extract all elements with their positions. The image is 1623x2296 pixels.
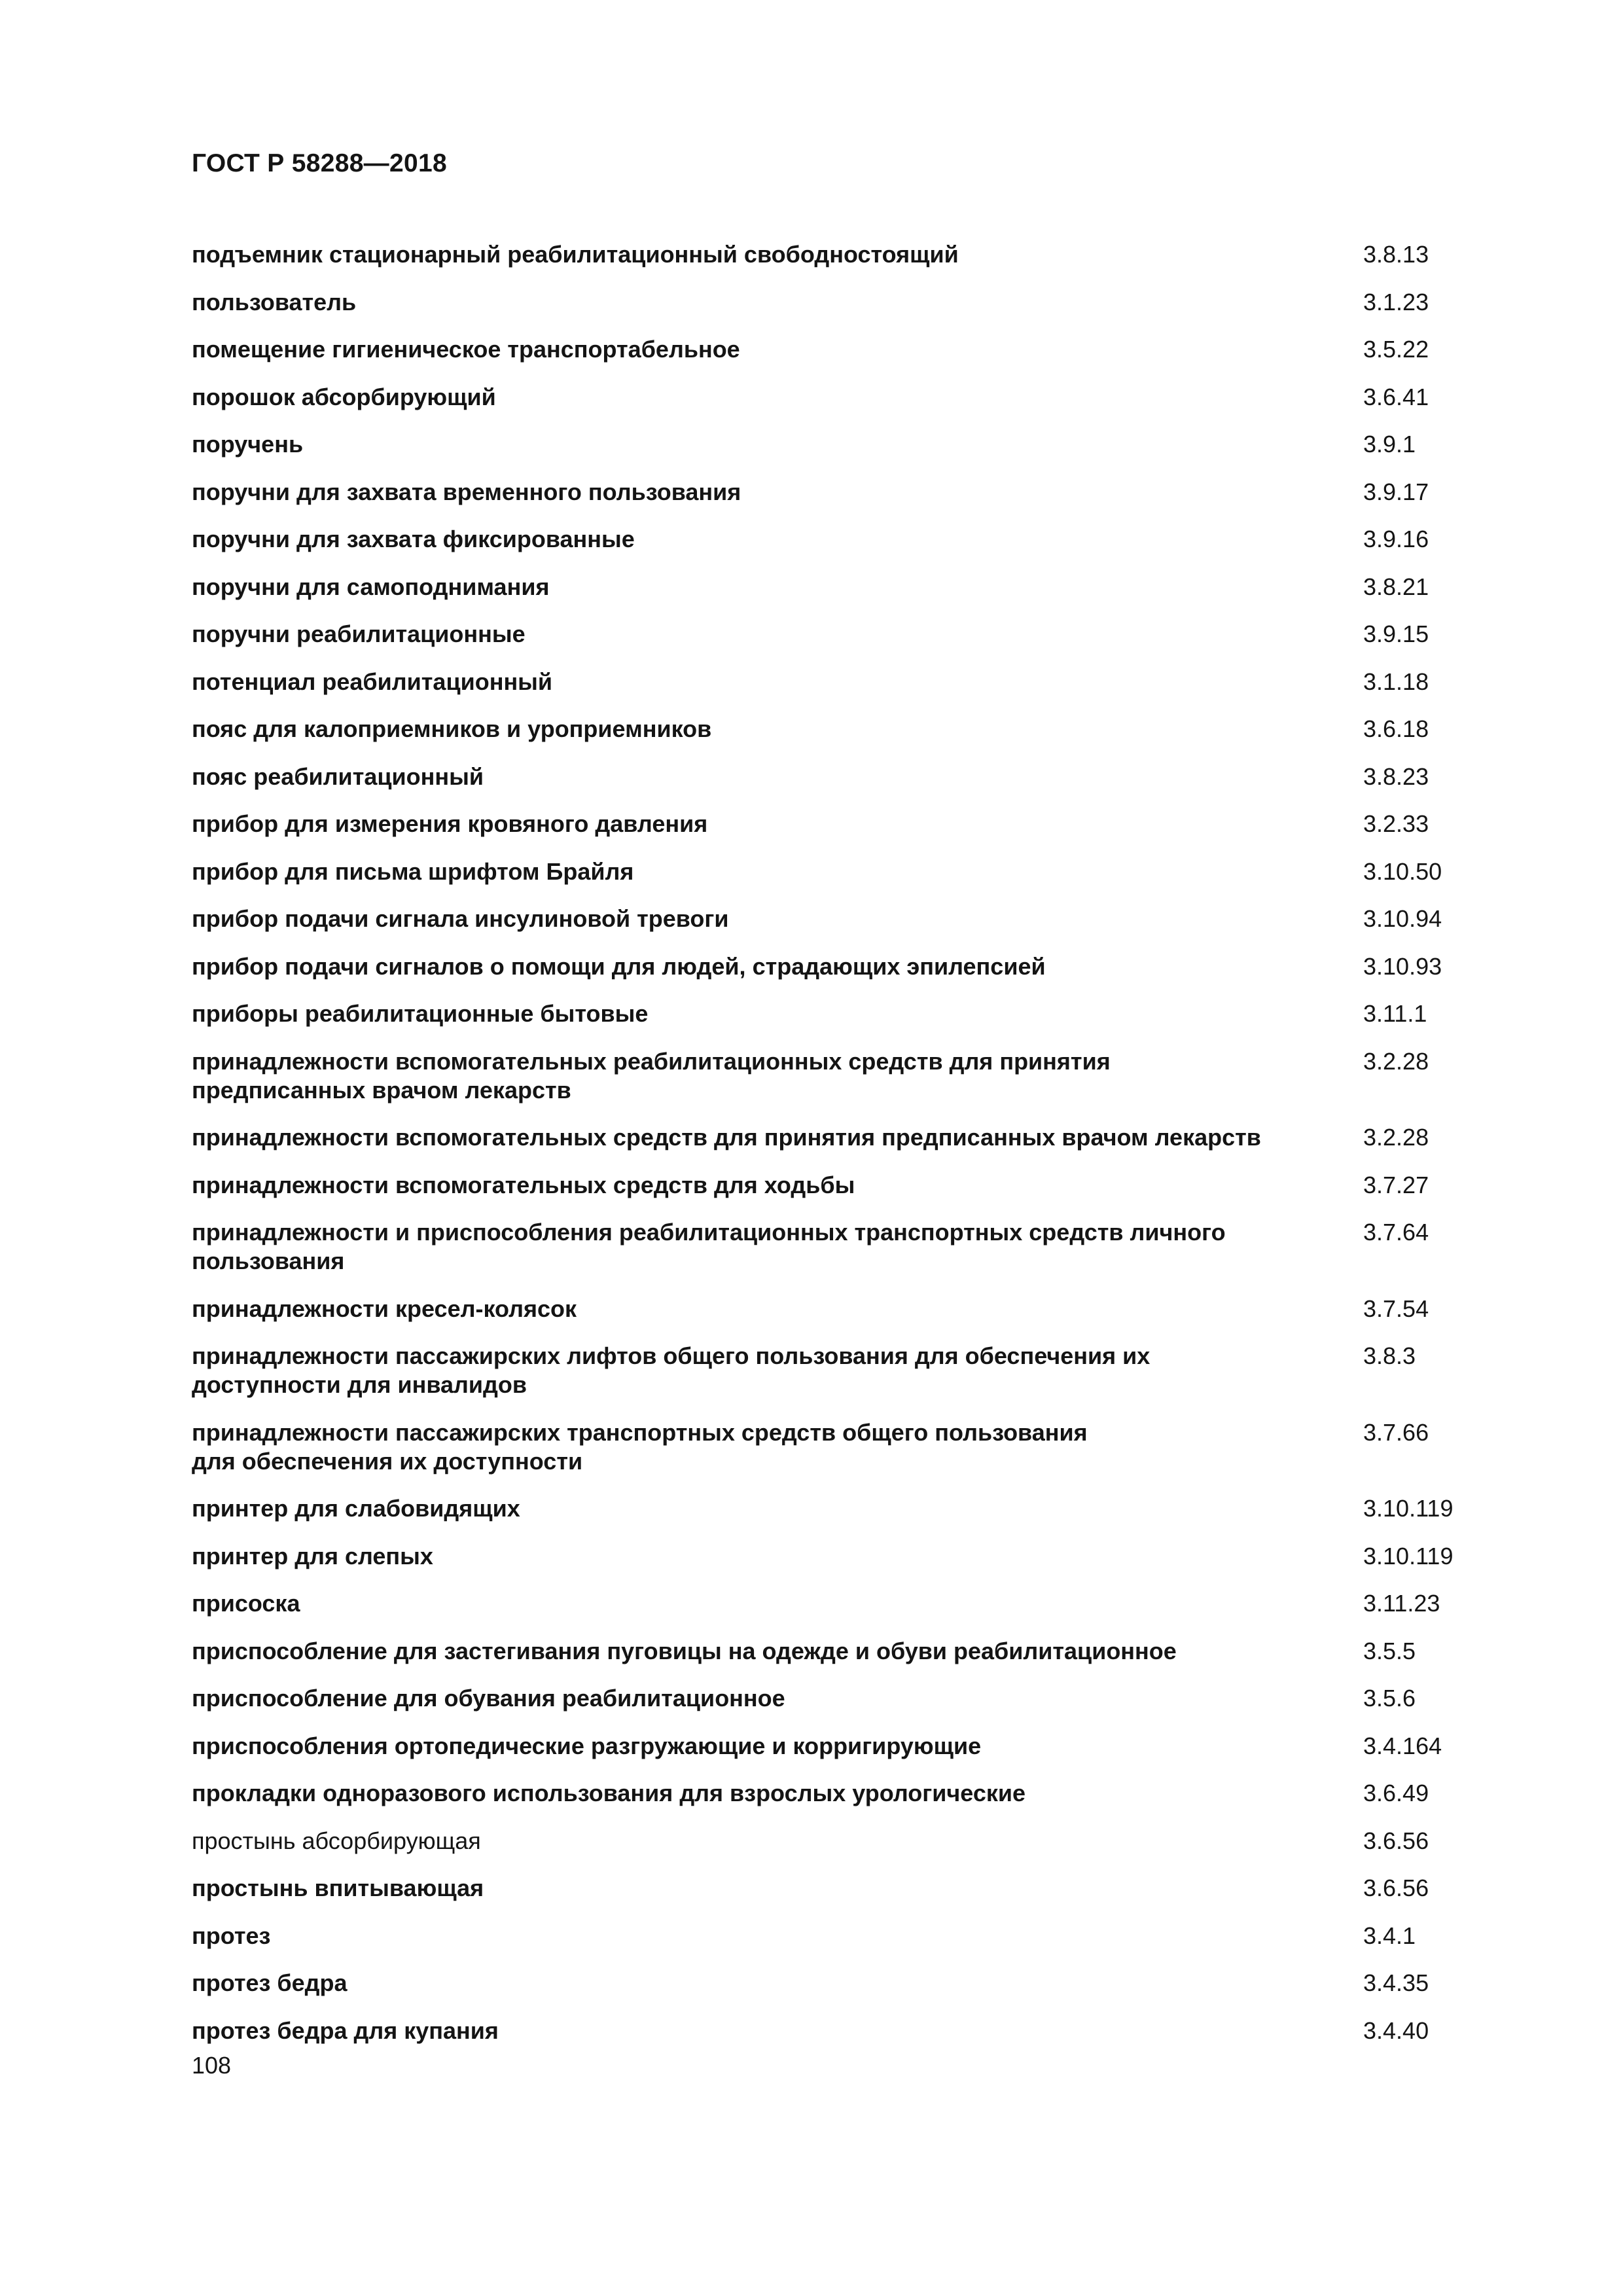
- term-row: [192, 478, 1488, 507]
- term-text: поручни для самоподнимания: [192, 573, 550, 600]
- term-text: потенциал реабилитационный: [192, 668, 553, 695]
- term-row: [192, 525, 1488, 554]
- term-row: [192, 240, 1488, 269]
- term-row: [192, 715, 1488, 744]
- term-reference: 3.2.33: [1363, 810, 1429, 837]
- term-reference: 3.5.6: [1363, 1685, 1416, 1712]
- term-index-list: [192, 240, 1488, 2064]
- term-reference: 3.7.54: [1363, 1295, 1429, 1322]
- term-row: [192, 1171, 1488, 1200]
- term-row: [192, 1827, 1488, 1856]
- term-reference: 3.1.18: [1363, 668, 1429, 695]
- term-reference: 3.6.49: [1363, 1780, 1429, 1806]
- term-row: [192, 1418, 1488, 1476]
- term-reference: 3.4.164: [1363, 1732, 1442, 1759]
- term-row: [192, 1874, 1488, 1903]
- term-row: [192, 999, 1488, 1028]
- term-row: [192, 952, 1488, 981]
- term-reference: 3.9.16: [1363, 526, 1429, 552]
- term-row: [192, 573, 1488, 601]
- term-row: [192, 1969, 1488, 1998]
- term-row: [192, 1637, 1488, 1666]
- term-row: [192, 905, 1488, 933]
- term-text: приборы реабилитационные бытовые: [192, 1000, 649, 1027]
- term-text: принадлежности кресел-колясок: [192, 1295, 577, 1322]
- term-reference: 3.4.40: [1363, 2017, 1429, 2044]
- term-reference: 3.2.28: [1363, 1047, 1429, 1075]
- term-text: пояс реабилитационный: [192, 762, 484, 790]
- term-text: простынь впитывающая: [192, 1874, 484, 1901]
- term-row: [192, 762, 1488, 791]
- term-reference: 3.8.21: [1363, 573, 1429, 600]
- page-number: 108: [192, 2052, 232, 2079]
- term-row: [192, 1922, 1488, 1950]
- term-text: поручни для захвата временного пользования: [192, 478, 741, 505]
- term-row: [192, 1342, 1488, 1399]
- term-reference: 3.7.27: [1363, 1171, 1429, 1198]
- term-reference: 3.7.64: [1363, 1219, 1429, 1246]
- term-text: протез бедра для купания: [192, 2017, 499, 2044]
- term-reference: 3.8.13: [1363, 241, 1429, 268]
- term-row: [192, 1779, 1488, 1808]
- term-reference: 3.9.1: [1363, 431, 1416, 457]
- term-reference: 3.9.17: [1363, 478, 1429, 505]
- term-row: [192, 1542, 1488, 1571]
- term-reference: 3.4.1: [1363, 1922, 1416, 1949]
- term-text: принадлежности пассажирских транспортных средств общего пользования для обеспечения их доступности: [192, 1418, 1088, 1475]
- term-text: порошок абсорбирующий: [192, 383, 496, 410]
- term-text: поручни для захвата фиксированные: [192, 526, 635, 552]
- term-reference: 3.6.41: [1363, 383, 1429, 410]
- term-text: присоска: [192, 1590, 300, 1617]
- term-text: поручень: [192, 431, 304, 457]
- term-row: [192, 383, 1488, 412]
- document-header: ГОСТ Р 58288—2018: [192, 149, 447, 177]
- term-text: прокладки одноразового использования для взрослых урологические: [192, 1780, 1026, 1806]
- term-text: принтер для слепых: [192, 1542, 433, 1570]
- term-row: [192, 1123, 1488, 1152]
- term-text: принадлежности вспомогательных реабилитационных средств для принятия предписанных врачом лекарств: [192, 1047, 1111, 1103]
- term-text: приспособления ортопедические разгружающие и корригирующие: [192, 1732, 982, 1759]
- term-row: [192, 2017, 1488, 2045]
- term-row: [192, 620, 1488, 649]
- term-text: подъемник стационарный реабилитационный свободностоящий: [192, 241, 959, 268]
- term-row: [192, 1047, 1488, 1105]
- term-reference: 3.5.5: [1363, 1637, 1416, 1664]
- term-text: протез бедра: [192, 1969, 348, 1996]
- term-row: [192, 810, 1488, 838]
- term-reference: 3.10.119: [1363, 1542, 1454, 1570]
- term-row: [192, 1295, 1488, 1323]
- term-reference: 3.4.35: [1363, 1969, 1429, 1996]
- term-reference: 3.6.56: [1363, 1874, 1429, 1901]
- term-reference: 3.9.15: [1363, 620, 1429, 647]
- term-reference: 3.10.119: [1363, 1495, 1454, 1522]
- term-text: принадлежности вспомогательных средств для принятия предписанных врачом лекарств: [192, 1124, 1261, 1151]
- term-reference: 3.6.56: [1363, 1827, 1429, 1854]
- term-text: прибор для измерения кровяного давления: [192, 810, 708, 837]
- term-row: [192, 668, 1488, 696]
- term-row: [192, 1732, 1488, 1761]
- term-row: [192, 857, 1488, 886]
- term-text: принадлежности пассажирских лифтов общего пользования для обеспечения их доступности для инвалидов: [192, 1342, 1150, 1398]
- term-row: [192, 430, 1488, 459]
- term-reference: 3.8.23: [1363, 762, 1429, 790]
- term-row: [192, 1684, 1488, 1713]
- term-row: [192, 288, 1488, 317]
- term-reference: 3.8.3: [1363, 1342, 1416, 1369]
- term-text: приспособление для застегивания пуговицы на одежде и обуви реабилитационное: [192, 1637, 1177, 1664]
- term-reference: 3.10.50: [1363, 857, 1442, 885]
- term-text: помещение гигиеническое транспортабельное: [192, 336, 740, 363]
- term-text: поручни реабилитационные: [192, 620, 526, 647]
- term-row: [192, 1218, 1488, 1276]
- term-reference: 3.10.93: [1363, 952, 1442, 980]
- term-text: простынь абсорбирующая: [192, 1827, 481, 1854]
- term-text: прибор подачи сигнала инсулиновой тревоги: [192, 905, 729, 932]
- term-text: принадлежности и приспособления реабилитационных транспортных средств личного пользования: [192, 1219, 1226, 1274]
- term-text: прибор подачи сигналов о помощи для людей, страдающих эпилепсией: [192, 952, 1046, 980]
- term-reference: 3.10.94: [1363, 905, 1442, 932]
- term-reference: 3.1.23: [1363, 288, 1429, 315]
- term-row: [192, 1494, 1488, 1523]
- term-reference: 3.11.1: [1363, 1000, 1427, 1027]
- term-reference: 3.7.66: [1363, 1418, 1429, 1446]
- term-text: принадлежности вспомогательных средств для ходьбы: [192, 1171, 855, 1198]
- term-text: приспособление для обувания реабилитационное: [192, 1685, 785, 1712]
- term-reference: 3.5.22: [1363, 336, 1429, 363]
- term-row: [192, 335, 1488, 364]
- term-text: протез: [192, 1922, 271, 1949]
- term-text: пользователь: [192, 288, 357, 315]
- term-reference: 3.2.28: [1363, 1124, 1429, 1151]
- term-text: прибор для письма шрифтом Брайля: [192, 857, 634, 885]
- term-reference: 3.11.23: [1363, 1590, 1440, 1617]
- term-text: пояс для калоприемников и уроприемников: [192, 715, 712, 742]
- term-text: принтер для слабовидящих: [192, 1495, 520, 1522]
- term-reference: 3.6.18: [1363, 715, 1429, 742]
- term-row: [192, 1589, 1488, 1618]
